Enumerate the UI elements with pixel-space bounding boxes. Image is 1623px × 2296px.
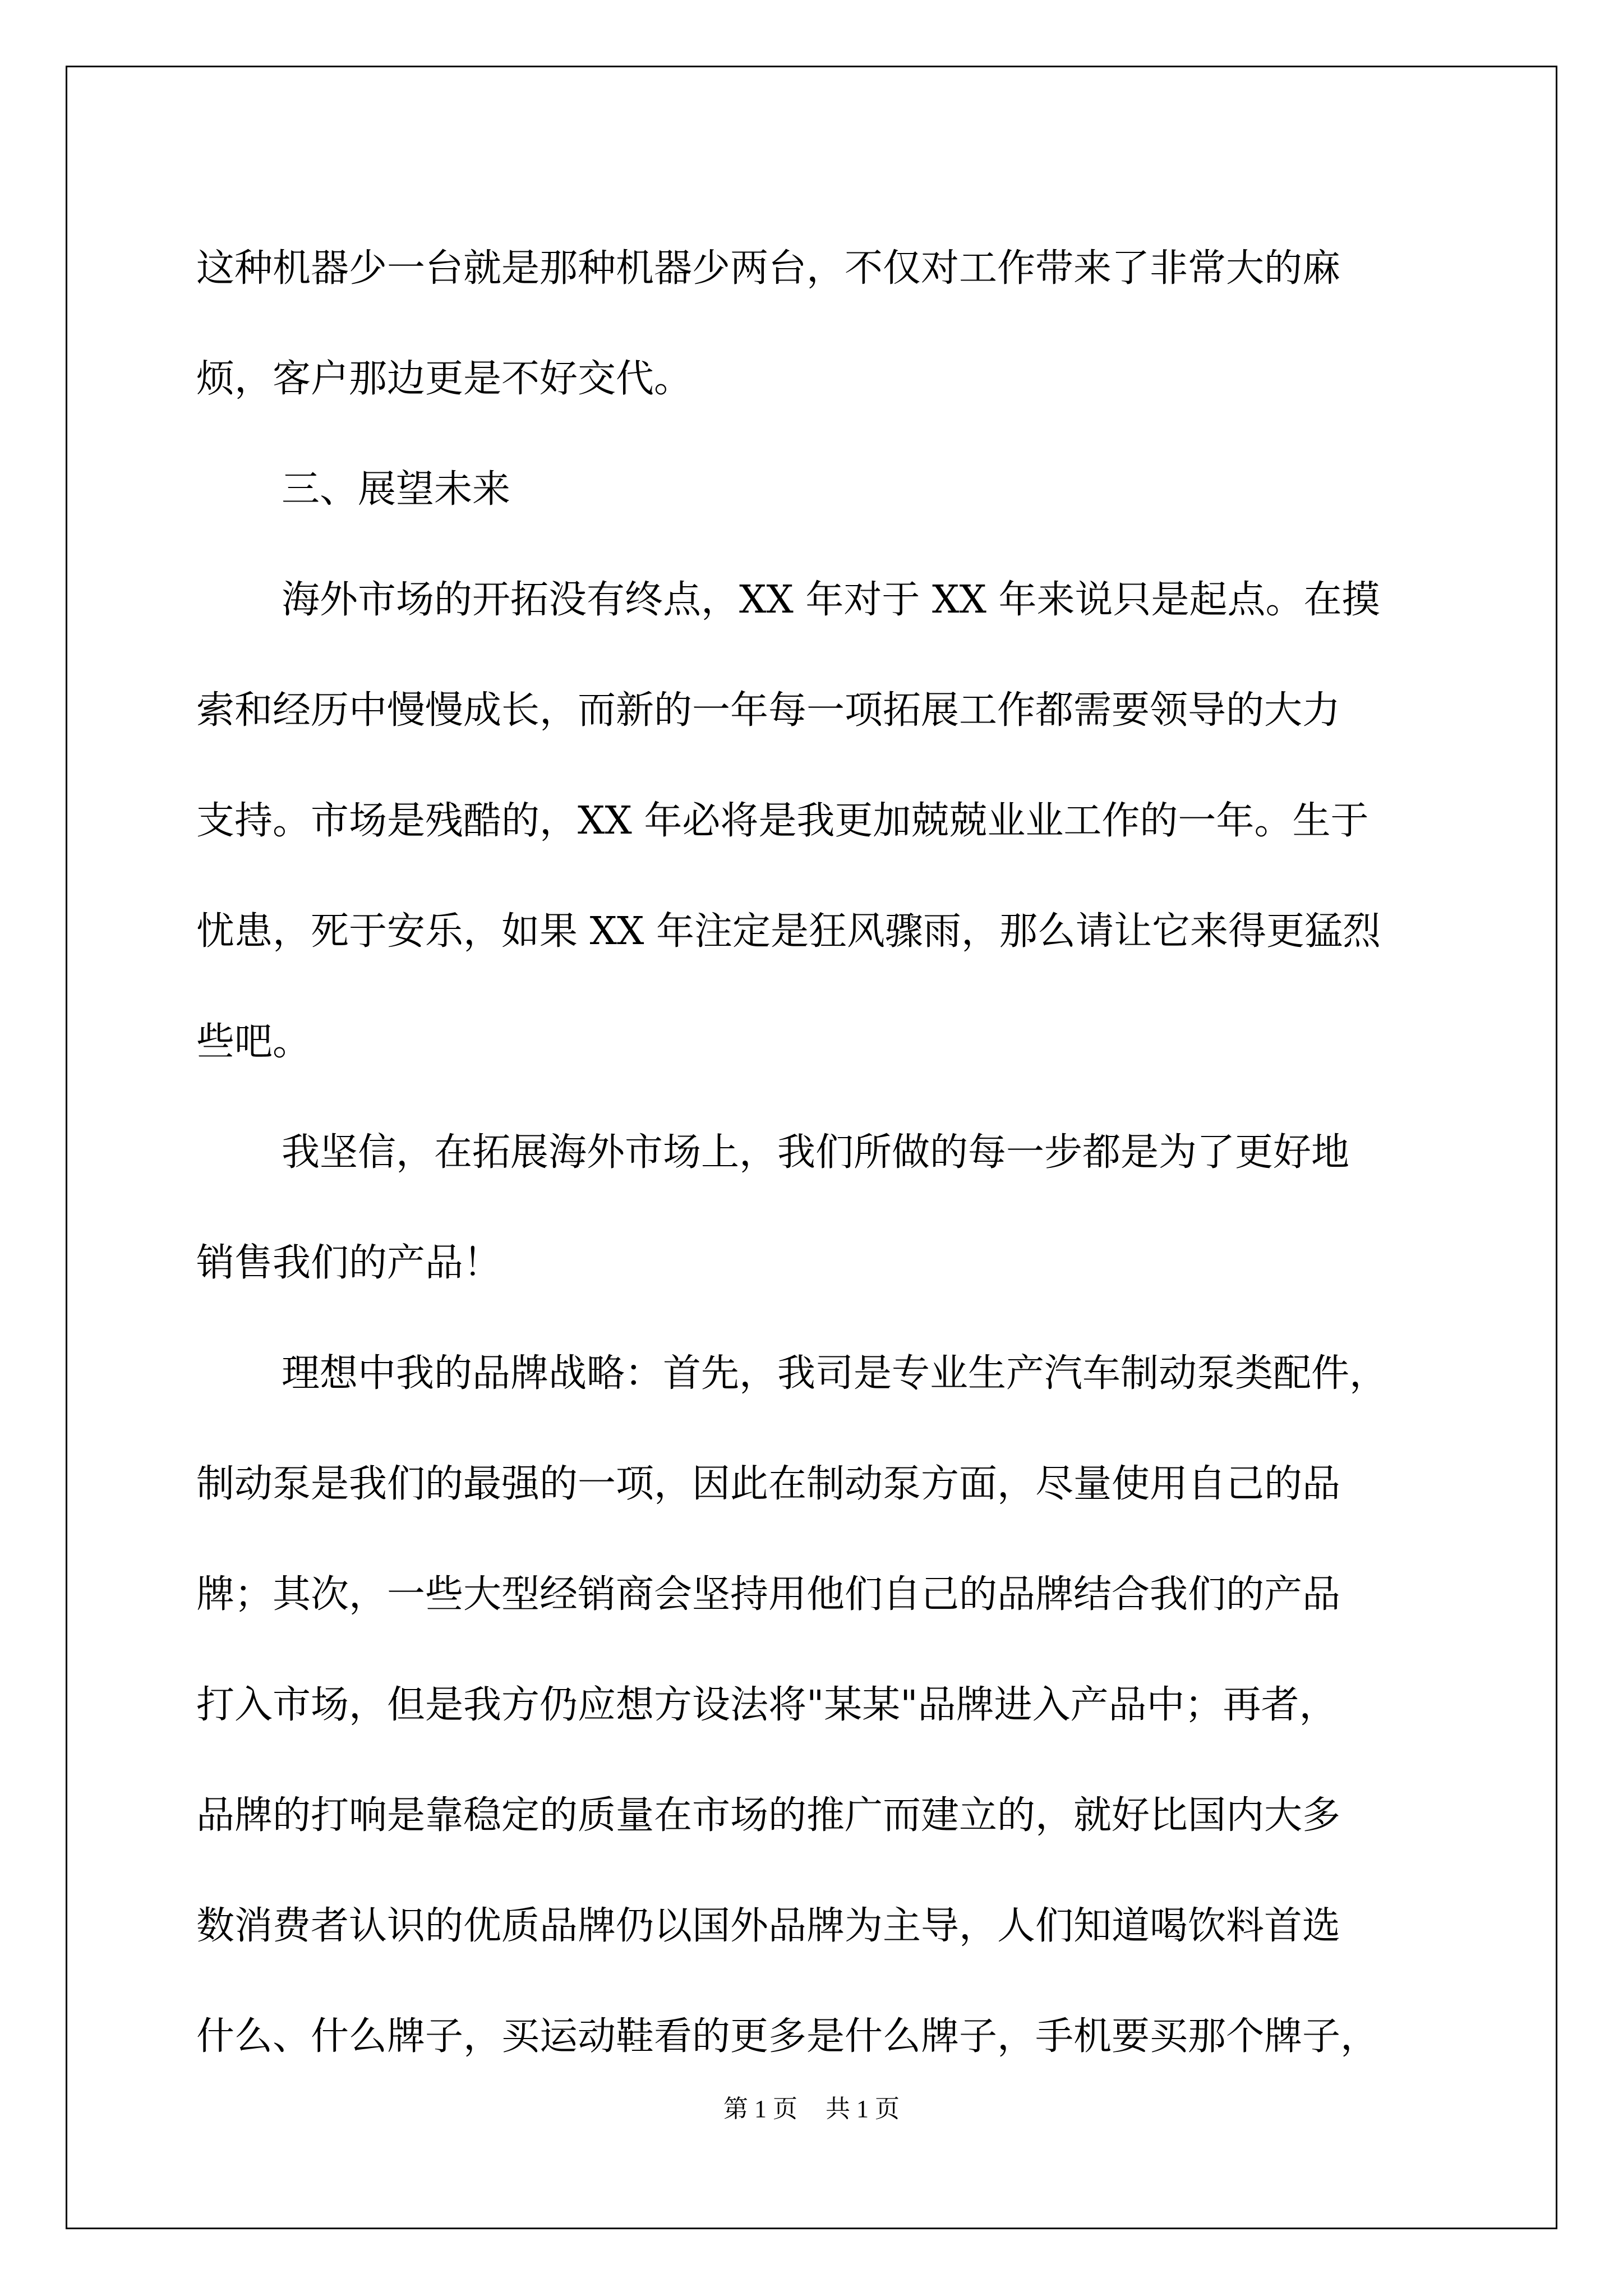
page-footer: [0, 2092, 1623, 2126]
text-line: 烦，客户那边更是不好交代。: [196, 357, 693, 401]
document-body: [196, 213, 1436, 2092]
text-line: 理想中我的品牌战略：首先，我司是专业生产汽车制动泵类配件，: [282, 1351, 1388, 1396]
page-number-current: 第 1 页: [723, 2095, 797, 2123]
text-line: 海外市场的开拓没有终点，XX 年对于 XX 年来说只是起点。在摸: [282, 578, 1380, 622]
text-line: 忧患，死于安乐，如果 XX 年注定是狂风骤雨，那么请让它来得更猛烈: [196, 909, 1381, 954]
text-line: 索和经历中慢慢成长，而新的一年每一项拓展工作都需要领导的大力: [196, 688, 1341, 733]
text-line: 销售我们的产品！: [196, 1241, 502, 1285]
text-line: 打入市场，但是我方仍应想方设法将"某某"品牌进入产品中；再者，: [196, 1683, 1338, 1727]
text-line: 什么、什么牌子，买运动鞋看的更多是什么牌子，手机要买那个牌子，: [196, 2014, 1379, 2059]
text-line: 这种机器少一台就是那种机器少两台，不仅对工作带来了非常大的麻: [196, 246, 1341, 291]
text-line: 我坚信，在拓展海外市场上，我们所做的每一步都是为了更好地: [282, 1130, 1350, 1175]
text-line: 支持。市场是残酷的，XX 年必将是我更加兢兢业业工作的一年。生于: [196, 799, 1369, 843]
text-line: 些吧。: [196, 1020, 311, 1064]
text-line: 牌；其次，一些大型经销商会坚持用他们自己的品牌结合我们的产品: [196, 1572, 1341, 1617]
text-line: 制动泵是我们的最强的一项，因此在制动泵方面，尽量使用自己的品: [196, 1462, 1341, 1506]
section-heading: 三、展望未来: [282, 467, 511, 512]
text-line: 数消费者认识的优质品牌仍以国外品牌为主导，人们知道喝饮料首选: [196, 1904, 1341, 1948]
text-line: 品牌的打响是靠稳定的质量在市场的推广而建立的，就好比国内大多: [196, 1793, 1341, 1838]
page-number-total: 共 1 页: [826, 2095, 900, 2123]
